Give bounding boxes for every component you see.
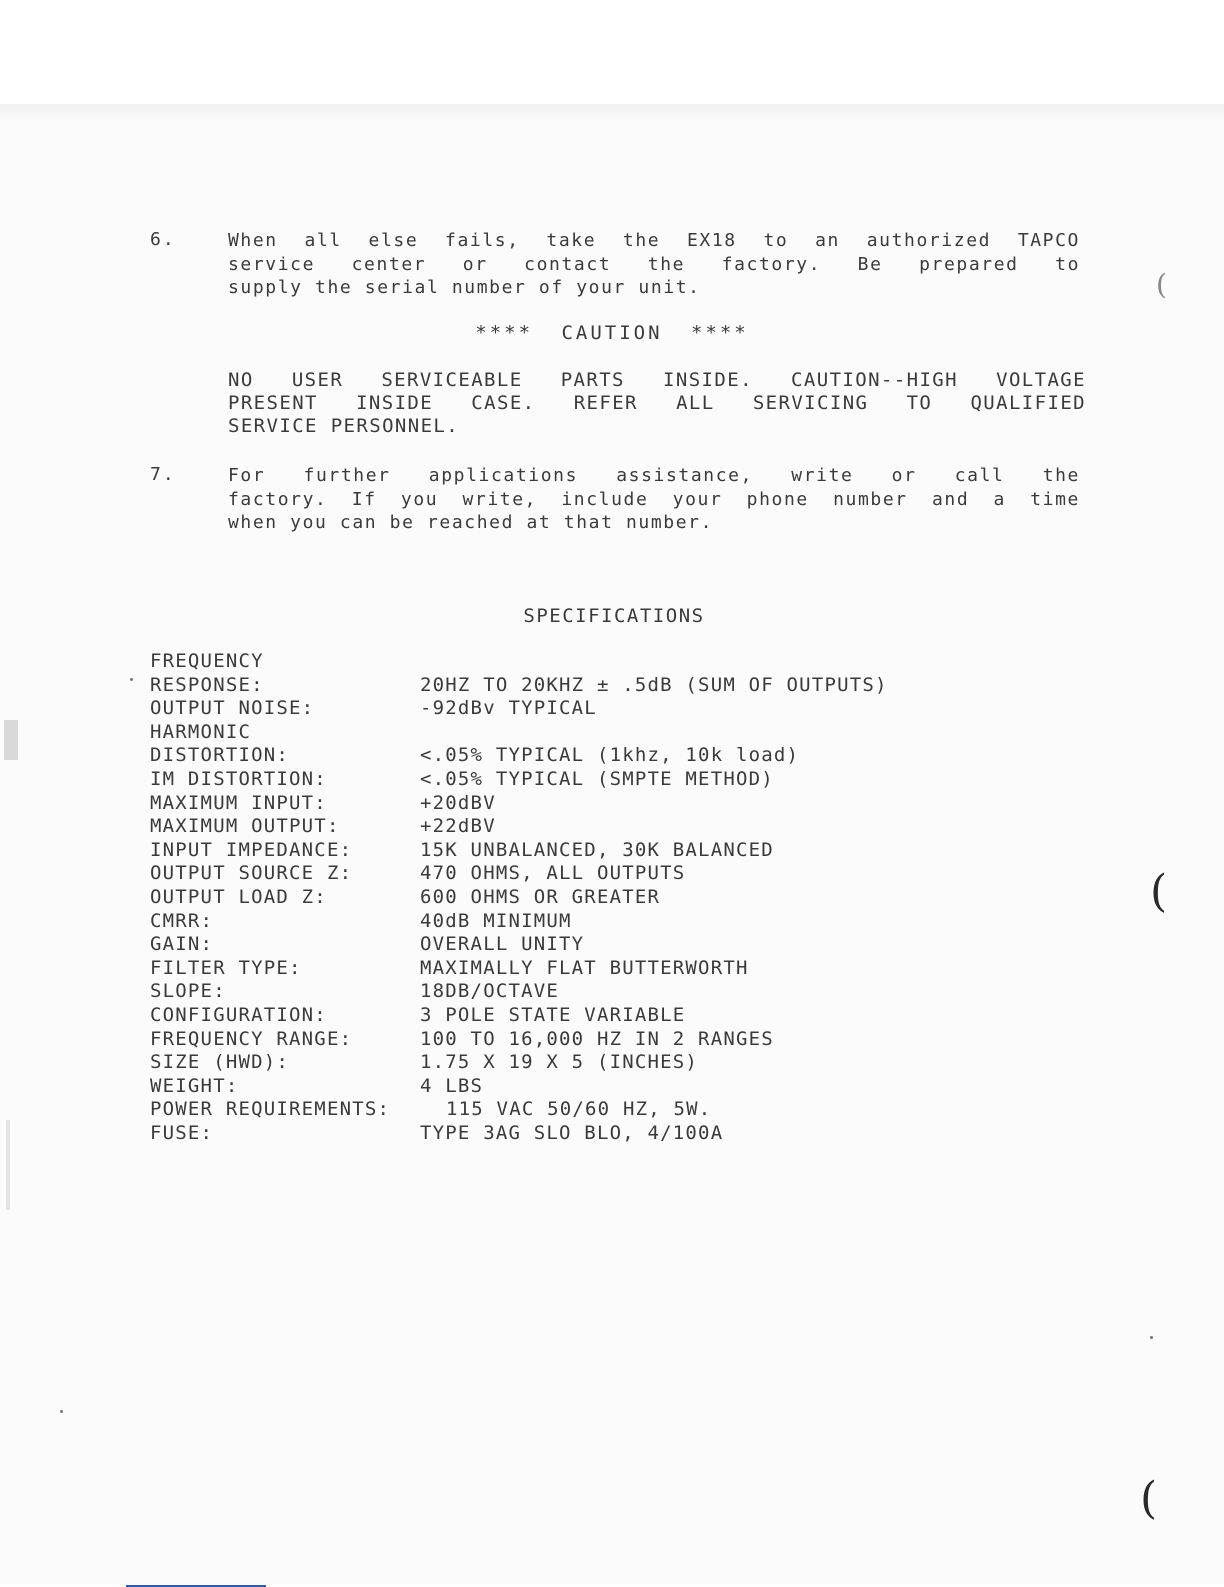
scan-noise: [4, 720, 18, 760]
binder-hole-mark: (: [1140, 1473, 1158, 1524]
spec-label: DISTORTION:: [150, 744, 290, 767]
spec-value: 15K UNBALANCED, 30K BALANCED: [420, 838, 774, 861]
spec-value: 100 TO 16,000 HZ IN 2 RANGES: [420, 1027, 774, 1050]
item-number: 6.: [150, 229, 176, 250]
item-paragraph: [228, 464, 1080, 535]
spec-label: CONFIGURATION:: [150, 1003, 327, 1026]
spec-label: SIZE (HWD):: [150, 1051, 290, 1074]
spec-label: OUTPUT NOISE:: [150, 697, 315, 720]
paragraph-line: supply the serial number of your unit.: [228, 277, 701, 298]
spec-row: [150, 650, 1050, 674]
spec-value: 18DB/OCTAVE: [420, 980, 560, 1003]
spec-label: FREQUENCY RANGE:: [150, 1027, 353, 1050]
paragraph-line: When all else fails, take the EX18 to an authorized TAPCO: [228, 230, 1080, 251]
spec-row: [150, 839, 1050, 863]
caution-line: NO USER SERVICEABLE PARTS INSIDE. CAUTION--HIGH VOLTAGE: [228, 369, 1086, 391]
spec-value: <.05% TYPICAL (SMPTE METHOD): [420, 767, 774, 790]
spec-row: [150, 1075, 1050, 1099]
spec-value: 40dB MINIMUM: [420, 909, 572, 932]
caution-line: PRESENT INSIDE CASE. REFER ALL SERVICING TO QUALIFIED: [228, 392, 1086, 414]
spec-label: RESPONSE:: [150, 673, 264, 696]
spec-label: FREQUENCY: [150, 650, 264, 672]
spec-value: OVERALL UNITY: [420, 933, 585, 956]
spec-label: HARMONIC: [150, 720, 252, 743]
spec-label: MAXIMUM INPUT:: [150, 791, 327, 814]
paragraph-line: when you can be reached at that number.: [228, 512, 714, 533]
caution-heading: **** CAUTION ****: [475, 322, 749, 344]
speck: [60, 1410, 63, 1413]
spec-value: +22dBV: [420, 815, 496, 838]
spec-label: OUTPUT SOURCE Z:: [150, 862, 353, 885]
scan-edge-shadow: [0, 104, 1224, 122]
spec-row: [150, 1051, 1050, 1075]
spec-value: 115 VAC 50/60 HZ, 5W.: [446, 1098, 712, 1121]
spec-value: 470 OHMS, ALL OUTPUTS: [420, 862, 686, 885]
spec-value: TYPE 3AG SLO BLO, 4/100A: [420, 1121, 724, 1144]
specifications-table: [150, 650, 1050, 1145]
spec-row: [150, 1098, 1050, 1122]
spec-row: [150, 815, 1050, 839]
spec-value: 1.75 X 19 X 5 (INCHES): [420, 1051, 699, 1074]
item-number: 7.: [150, 464, 176, 485]
spec-label: SLOPE:: [150, 980, 226, 1003]
spec-value: 3 POLE STATE VARIABLE: [420, 1003, 686, 1026]
spec-value: +20dBV: [420, 791, 496, 814]
spec-row: [150, 792, 1050, 816]
spec-row: [150, 697, 1050, 721]
binder-hole-mark: (: [1156, 268, 1167, 301]
spec-value: <.05% TYPICAL (1khz, 10k load): [420, 744, 800, 767]
spec-row: [150, 721, 1050, 745]
spec-label: INPUT IMPEDANCE:: [150, 838, 353, 861]
spec-label: FILTER TYPE:: [150, 956, 302, 979]
specifications-title: SPECIFICATIONS: [523, 605, 705, 627]
spec-row: [150, 862, 1050, 886]
scan-noise: [6, 1120, 10, 1210]
speck: [130, 678, 133, 681]
item-paragraph: [228, 229, 1080, 300]
spec-value: 4 LBS: [420, 1074, 484, 1097]
spec-value: 20HZ TO 20KHZ ± .5dB (SUM OF OUTPUTS): [420, 673, 888, 696]
spec-label: IM DISTORTION:: [150, 767, 327, 790]
spec-row: [150, 674, 1050, 698]
binder-hole-mark: (: [1150, 866, 1168, 917]
paragraph-line: service center or contact the factory. Be prepared to: [228, 253, 1080, 275]
spec-row: [150, 886, 1050, 910]
spec-label: OUTPUT LOAD Z:: [150, 885, 327, 908]
spec-label: POWER REQUIREMENTS:: [150, 1098, 391, 1121]
paragraph-line: For further applications assistance, write or call the: [228, 465, 1080, 486]
spec-label: FUSE:: [150, 1121, 214, 1144]
caution-line: SERVICE PERSONNEL.: [228, 415, 460, 437]
spec-row: [150, 957, 1050, 981]
paragraph-line: factory. If you write, include your phone number and a time: [228, 488, 1080, 510]
spec-row: [150, 1122, 1050, 1146]
spec-row: [150, 1004, 1050, 1028]
spec-row: [150, 933, 1050, 957]
spec-label: MAXIMUM OUTPUT:: [150, 815, 340, 838]
spec-row: [150, 980, 1050, 1004]
spec-value: MAXIMALLY FLAT BUTTERWORTH: [420, 956, 749, 979]
spec-label: GAIN:: [150, 933, 214, 956]
spec-row: [150, 910, 1050, 934]
caution-notice: [228, 369, 1086, 438]
spec-label: WEIGHT:: [150, 1074, 239, 1097]
spec-label: CMRR:: [150, 909, 214, 932]
spec-row: [150, 768, 1050, 792]
spec-value: 600 OHMS OR GREATER: [420, 885, 661, 908]
speck: [1150, 1336, 1153, 1339]
spec-value: -92dBv TYPICAL: [420, 697, 597, 720]
spec-row: [150, 1028, 1050, 1052]
spec-row: [150, 744, 1050, 768]
